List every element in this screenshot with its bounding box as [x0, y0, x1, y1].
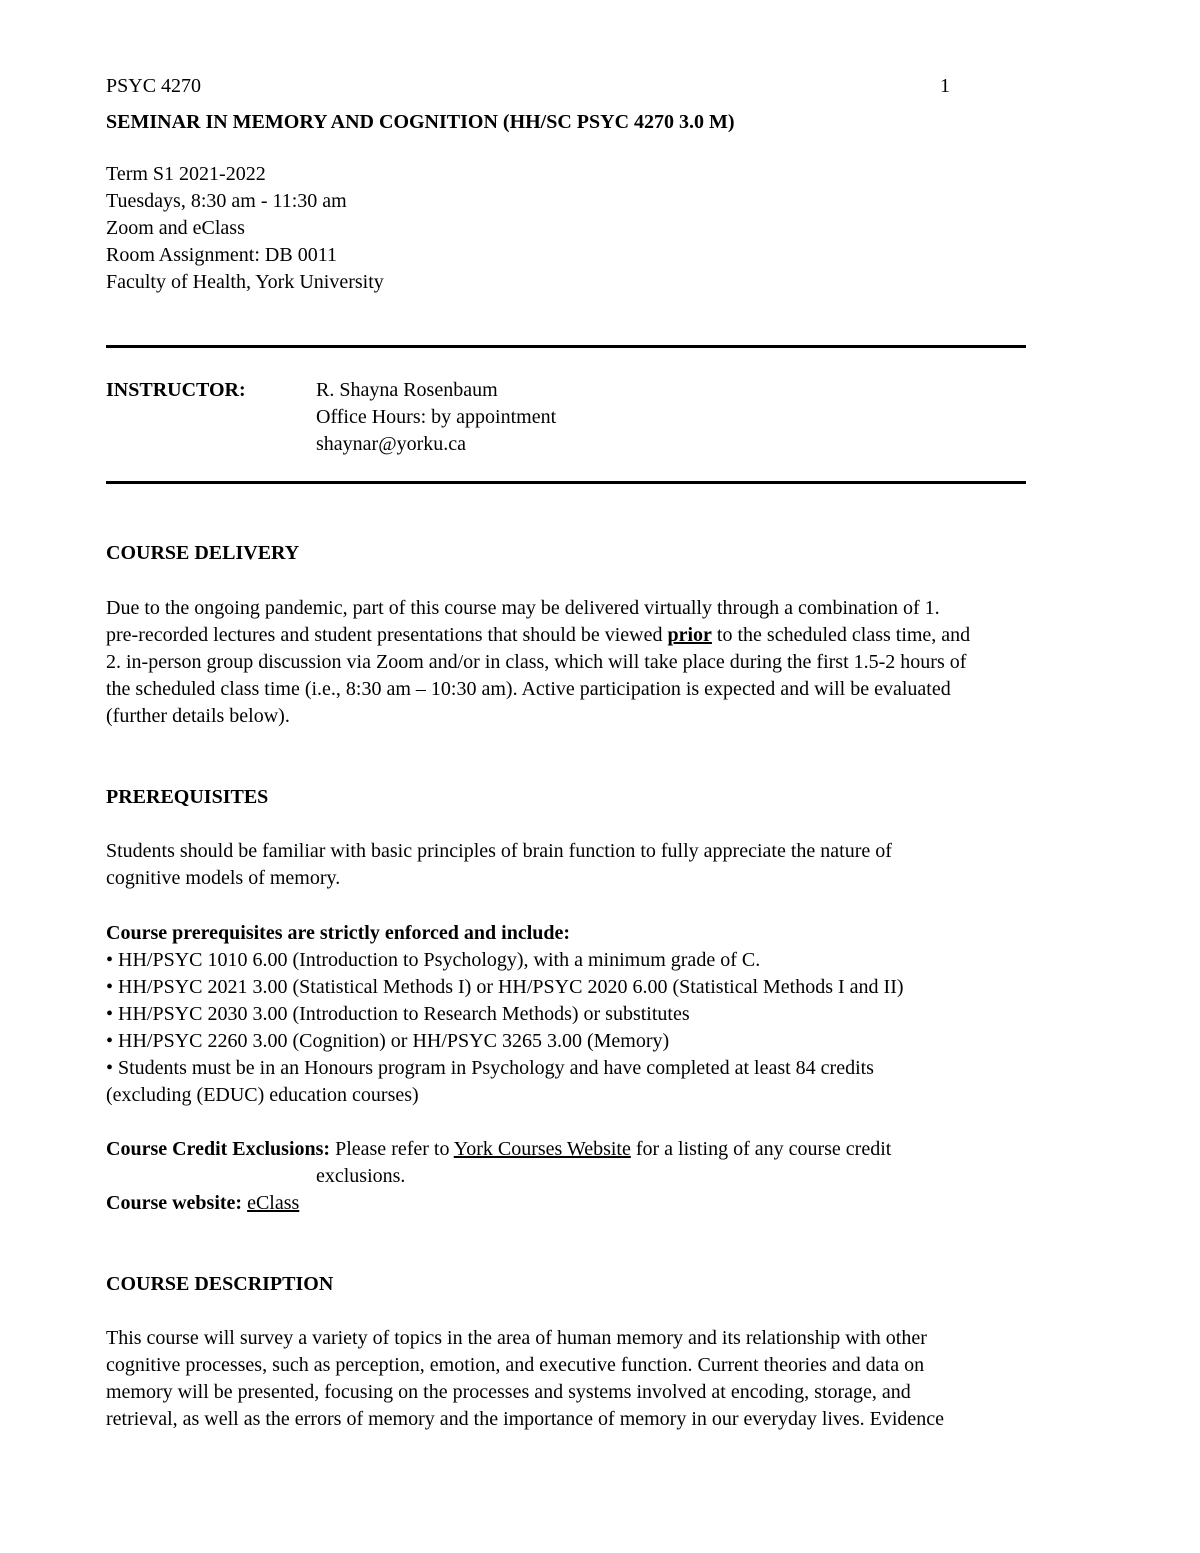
description-line: retrieval, as well as the errors of memory and the importance of memory in our everyday lives. Evidence [106, 1408, 945, 1430]
prerequisite-item: • HH/PSYC 1010 6.00 (Introduction to Psychology), with a minimum grade of C. [106, 949, 761, 971]
prerequisite-item: (excluding (EDUC) education courses) [106, 1084, 419, 1106]
prerequisites-intro [106, 838, 892, 892]
section-heading-course-description: COURSE DESCRIPTION [106, 1273, 334, 1295]
course-schedule: Tuesdays, 8:30 am - 11:30 am [106, 190, 347, 212]
description-line: memory will be presented, focusing on the processes and systems involved at encoding, storage, and [106, 1381, 911, 1403]
eclass-link[interactable]: eClass [247, 1192, 300, 1214]
section-heading-course-delivery: COURSE DELIVERY [106, 542, 300, 564]
course-delivery-paragraph [106, 595, 970, 730]
prerequisite-item: • Students must be in an Honours program in Psychology and have completed at least 84 credits [106, 1057, 874, 1079]
course-platform: Zoom and eClass [106, 217, 245, 239]
course-room: Room Assignment: DB 0011 [106, 244, 337, 266]
prereq-intro-line: cognitive models of memory. [106, 867, 341, 889]
instructor-details [316, 377, 556, 458]
prerequisite-item: • HH/PSYC 2030 3.00 (Introduction to Research Methods) or substitutes [106, 1003, 690, 1025]
instructor-name: R. Shayna Rosenbaum [316, 379, 498, 401]
credit-exclusions-line [106, 1136, 891, 1163]
credit-exclusions-continuation: exclusions. [316, 1165, 406, 1187]
section-heading-prerequisites: PREREQUISITES [106, 786, 269, 808]
delivery-text: pre-recorded lectures and student presentations that should be viewed [106, 624, 668, 646]
course-term: Term S1 2021-2022 [106, 163, 266, 185]
course-website-label: Course website: [106, 1192, 243, 1214]
delivery-text: to the scheduled class time, and [711, 624, 971, 646]
course-faculty: Faculty of Health, York University [106, 271, 384, 293]
running-header-course-code: PSYC 4270 [106, 75, 202, 97]
delivery-line [106, 622, 970, 649]
instructor-label: INSTRUCTOR: [106, 379, 246, 401]
credit-exclusions-text: for a listing of any course credit [630, 1138, 892, 1160]
delivery-line: the scheduled class time (i.e., 8:30 am – 10:30 am). Active participation is expected and will be evaluated [106, 678, 951, 700]
delivery-line: 2. in-person group discussion via Zoom and/or in class, which will take place during the first 1.5-2 hours of [106, 651, 967, 673]
course-website-line [106, 1190, 299, 1217]
prerequisites-list [106, 947, 904, 1109]
prereq-intro-line: Students should be familiar with basic principles of brain function to fully appreciate the nature of [106, 840, 892, 862]
instructor-email: shaynar@yorku.ca [316, 433, 467, 455]
page-title: SEMINAR IN MEMORY AND COGNITION (HH/SC PSYC 4270 3.0 M) [106, 111, 735, 133]
prerequisite-item: • HH/PSYC 2260 3.00 (Cognition) or HH/PSYC 3265 3.00 (Memory) [106, 1030, 670, 1052]
course-info-block [106, 161, 384, 296]
credit-exclusions-label: Course Credit Exclusions: [106, 1138, 331, 1160]
course-description-paragraph [106, 1325, 944, 1433]
prerequisite-item: • HH/PSYC 2021 3.00 (Statistical Methods I) or HH/PSYC 2020 6.00 (Statistical Methods I and II) [106, 976, 904, 998]
page-number: 1 [940, 75, 950, 97]
divider-bottom [106, 481, 1026, 484]
emphasis-prior: prior [667, 624, 712, 646]
york-courses-website-link[interactable]: York Courses Website [453, 1138, 631, 1160]
instructor-office-hours: Office Hours: by appointment [316, 406, 557, 428]
delivery-line: (further details below). [106, 705, 290, 727]
description-line: cognitive processes, such as perception, emotion, and executive function. Current theories and data on [106, 1354, 925, 1376]
delivery-line: Due to the ongoing pandemic, part of this course may be delivered virtually through a combination of 1. [106, 597, 940, 619]
prerequisites-enforced-heading: Course prerequisites are strictly enforced and include: [106, 922, 571, 944]
credit-exclusions-text: Please refer to [330, 1138, 454, 1160]
description-line: This course will survey a variety of topics in the area of human memory and its relationship with other [106, 1327, 927, 1349]
divider-top [106, 345, 1026, 348]
